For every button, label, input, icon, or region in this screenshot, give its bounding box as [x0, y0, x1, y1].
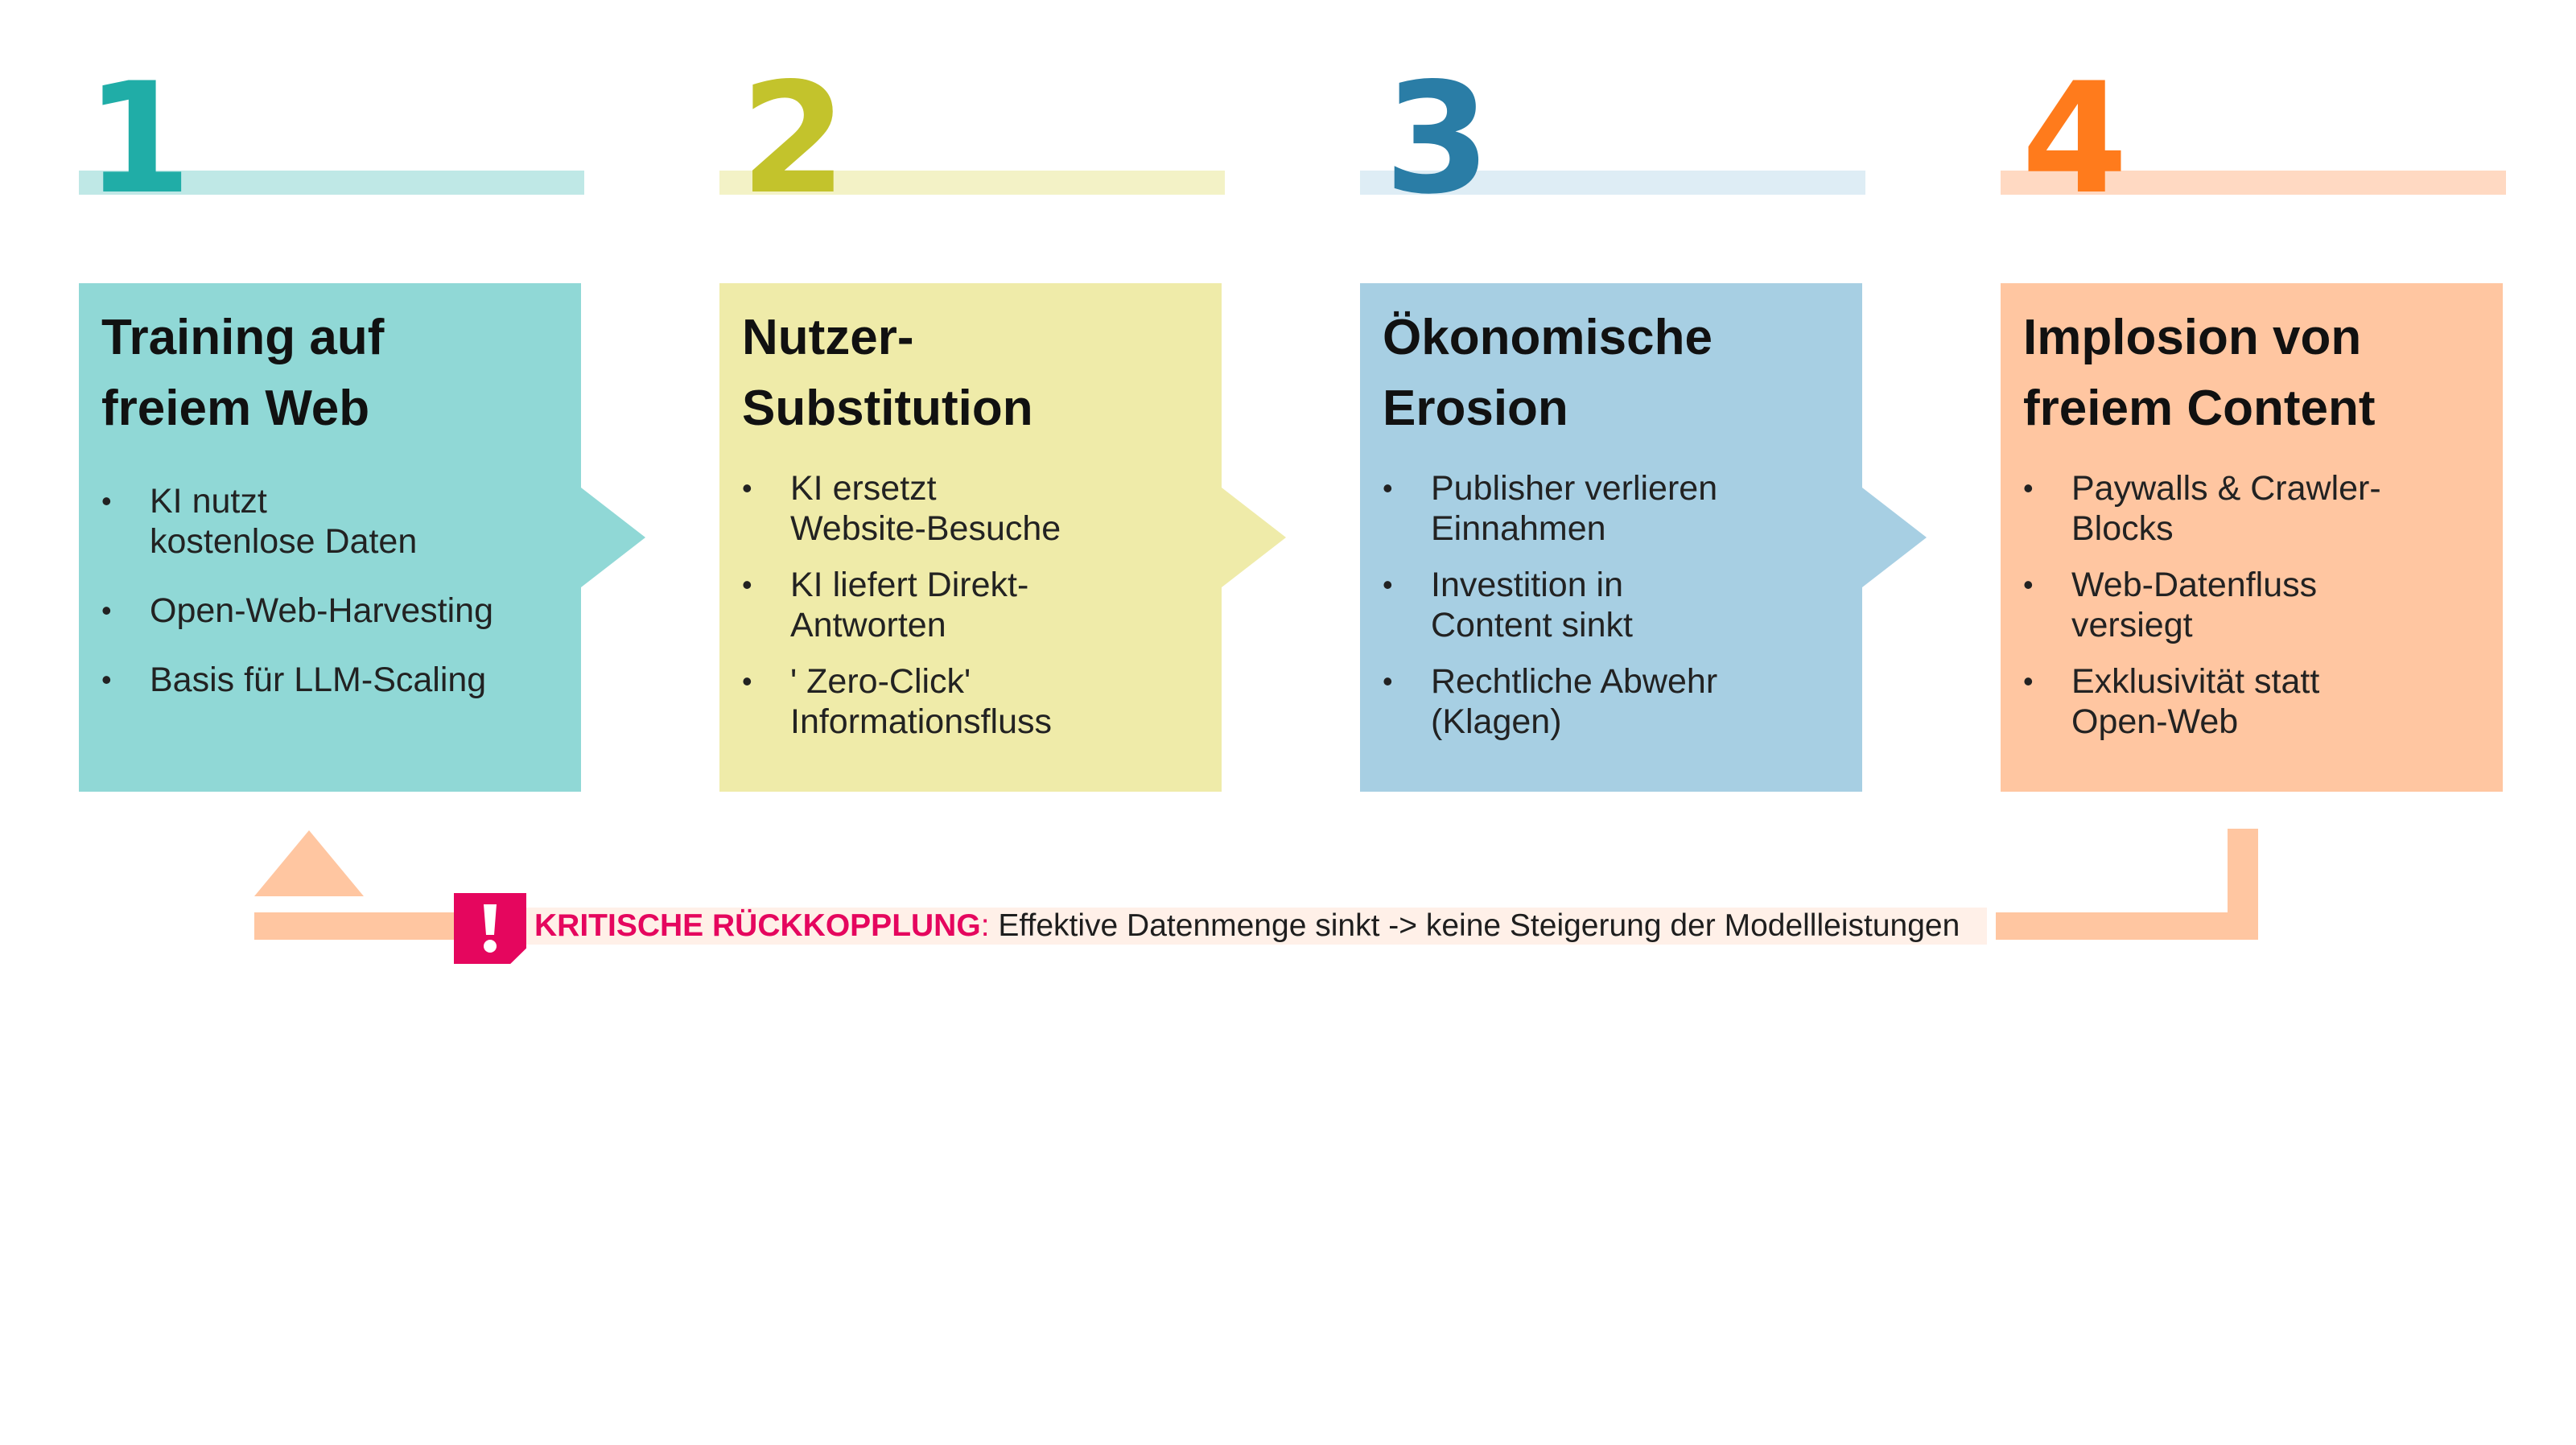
step-1-box — [79, 283, 581, 792]
step-2-title-line2: Substitution — [742, 381, 1033, 436]
step-1-bullets — [101, 481, 565, 700]
feedback-description: Effektive Datenmenge sinkt -> keine Steigerung der Modellleistungen — [989, 908, 1960, 943]
step-3-number: 3 — [1384, 50, 1491, 228]
step-2-bullet: • KI liefert Direkt- Antworten — [742, 565, 1206, 645]
feedback-separator: : — [980, 908, 990, 943]
exclamation-icon — [454, 893, 526, 964]
step-3-bullet: • Publisher verlieren Einnahmen — [1383, 468, 1846, 549]
step-4-bullet: • Exklusivität statt Open-Web — [2023, 661, 2487, 742]
step-3-bullet: • Rechtliche Abwehr (Klagen) — [1383, 661, 1846, 742]
feedback-line-vertical — [2228, 829, 2258, 940]
step-4-bullets — [2023, 468, 2487, 742]
feedback-line-left — [254, 912, 480, 940]
step-3-bullet: • Investition in Content sinkt — [1383, 565, 1846, 645]
step-1-bullet: • KI nutzt kostenlose Daten — [101, 481, 565, 562]
step-1-arrow — [581, 488, 645, 587]
step-4-title-line2: freiem Content — [2023, 381, 2376, 436]
feedback-label: KRITISCHE RÜCKKOPPLUNG — [534, 908, 981, 943]
step-3-title-line2: Erosion — [1383, 381, 1568, 436]
step-1-number: 1 — [85, 50, 192, 228]
step-2-bullet: • KI ersetzt Website-Besuche — [742, 468, 1206, 549]
step-1-title-line2: freiem Web — [101, 381, 370, 436]
step-4-bullet: • Paywalls & Crawler- Blocks — [2023, 468, 2487, 549]
step-4-number: 4 — [2022, 50, 2129, 228]
step-1-title-line1: Training auf — [101, 310, 385, 365]
step-2-title-line1: Nutzer- — [742, 310, 914, 365]
step-4-title-line1: Implosion von — [2023, 310, 2362, 365]
step-3-bullets — [1383, 468, 1846, 742]
step-4-bullet: • Web-Datenfluss versiegt — [2023, 565, 2487, 645]
step-2-arrow — [1222, 488, 1286, 587]
feedback-line-right — [1996, 912, 2258, 940]
step-1-bullet: • Open-Web-Harvesting — [101, 591, 565, 631]
step-1-bullet: • Basis für LLM-Scaling — [101, 660, 565, 700]
step-3-box — [1360, 283, 1862, 792]
feedback-text-block — [526, 908, 1987, 945]
step-3-title-line1: Ökonomische — [1383, 310, 1713, 365]
step-3-arrow — [1862, 488, 1927, 587]
step-2-bullet: • ' Zero-Click' Informationsfluss — [742, 661, 1206, 742]
step-2-bullets — [742, 468, 1206, 742]
step-2-box — [719, 283, 1222, 792]
step-4-box — [2001, 283, 2503, 792]
step-2-number: 2 — [740, 50, 847, 228]
feedback-arrowhead — [254, 830, 364, 896]
